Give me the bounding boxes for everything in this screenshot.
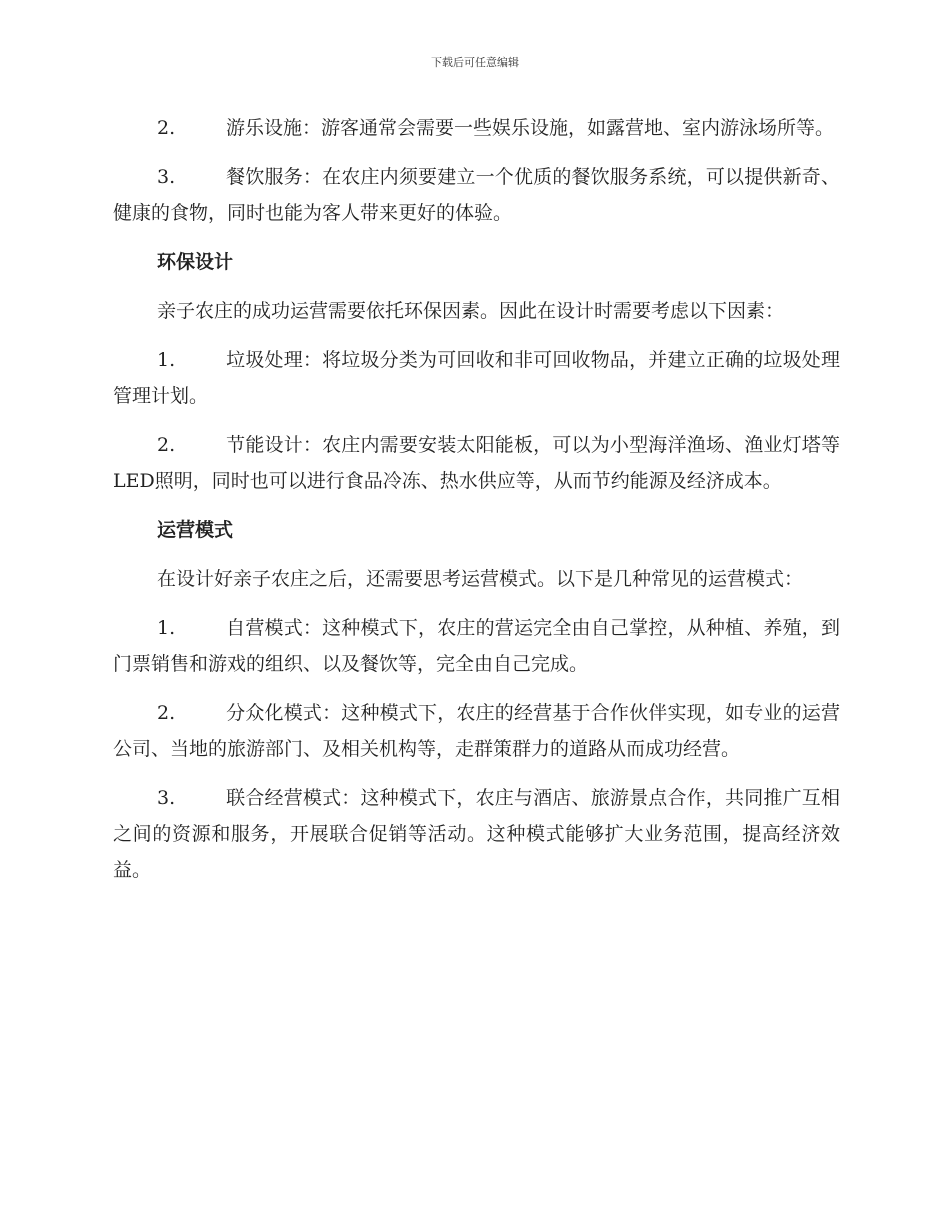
page-header: 下载后可任意编辑 (431, 56, 519, 69)
section-heading-operation-mode: 运营模式 (157, 519, 234, 541)
list-number: 2. (157, 702, 176, 724)
list-number: 2. (157, 434, 176, 456)
list-item-text: 节能设计：农庄内需要安装太阳能板，可以为小型海洋渔场、渔业灯塔等LED照明，同时也可以进行食品冷冻、热水供应等，从而节约能源及经济成本。 (113, 434, 840, 492)
list-item-catering (113, 159, 840, 231)
list-number: 2. (157, 117, 176, 139)
list-item-energy (113, 427, 840, 499)
list-number: 3. (157, 787, 176, 809)
list-item-self-operated (113, 610, 840, 682)
list-number: 1. (157, 349, 176, 371)
list-item-text: 餐饮服务：在农庄内须要建立一个优质的餐饮服务系统，可以提供新奇、健康的食物，同时也能为客人带来更好的体验。 (113, 166, 840, 224)
list-item-text: 垃圾处理：将垃圾分类为可回收和非可回收物品，并建立正确的垃圾处理管理计划。 (113, 349, 840, 407)
document-body (113, 110, 840, 901)
list-number: 3. (157, 166, 176, 188)
list-item-text: 联合经营模式：这种模式下，农庄与酒店、旅游景点合作，共同推广互相之间的资源和服务，开展联合促销等活动。这种模式能够扩大业务范围，提高经济效益。 (113, 787, 840, 881)
list-item-recreation (113, 110, 840, 146)
list-item-waste (113, 342, 840, 414)
list-item-joint (113, 780, 840, 888)
list-item-text: 分众化模式：这种模式下，农庄的经营基于合作伙伴实现，如专业的运营公司、当地的旅游部门、及相关机构等，走群策群力的道路从而成功经营。 (113, 702, 840, 760)
list-item-segmented (113, 695, 840, 767)
paragraph-eco-intro: 亲子农庄的成功运营需要依托环保因素。因此在设计时需要考虑以下因素： (157, 300, 785, 322)
section-heading-eco-design: 环保设计 (157, 251, 234, 273)
list-number: 1. (157, 617, 176, 639)
list-item-text: 自营模式：这种模式下，农庄的营运完全由自己掌控，从种植、养殖，到门票销售和游戏的组织、以及餐饮等，完全由自己完成。 (113, 617, 840, 675)
list-item-text: 游乐设施：游客通常会需要一些娱乐设施，如露营地、室内游泳场所等。 (226, 117, 835, 139)
paragraph-operation-intro: 在设计好亲子农庄之后，还需要思考运营模式。以下是几种常见的运营模式： (157, 568, 804, 590)
